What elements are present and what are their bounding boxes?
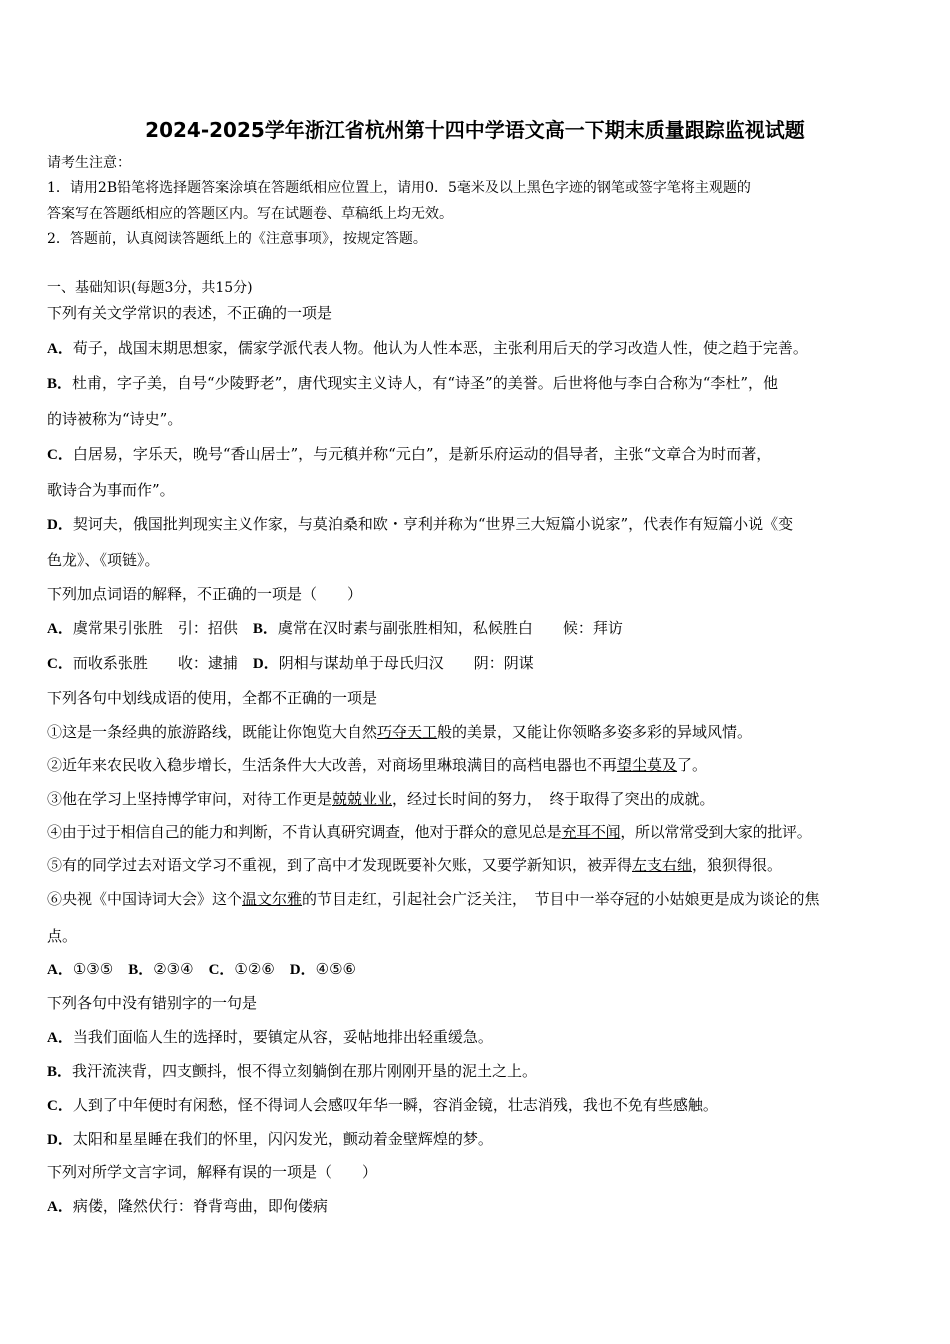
question-3-stem: 下列各句中划线成语的使用，全都不正确的一项是 (47, 689, 378, 707)
underlined-idiom: 望尘莫及 (617, 756, 678, 774)
page-title: 2024-2025学年浙江省杭州第十四中学语文高一下期末质量跟踪监视试题 (145, 118, 805, 142)
option-text: 人到了中年便时有闲愁，怪不得词人会感叹年华一瞬，容消金镜，壮志消残，我也不免有些感触。 (72, 1096, 718, 1114)
notice-line-3: 2．答题前，认真阅读答题纸上的《注意事项》，按规定答题。 (47, 231, 427, 247)
option-label: A． (47, 1030, 73, 1046)
question-1-stem: 下列有关文学常识的表述，不正确的一项是 (47, 304, 333, 322)
question-1-option-d (47, 513, 793, 534)
notice-line-2: 答案写在答题纸相应的答题区内。写在试题卷、草稿纸上均无效。 (47, 206, 453, 222)
option-text: 阴相与谋劫单于母氏归汉 阴：阴谋 (278, 654, 534, 672)
question-3-sentence-6-cont: 点。 (47, 927, 78, 945)
underlined-idiom: 左支右绌 (632, 856, 693, 874)
sentence-text: 的节目走红，引起社会广泛关注， 节目中一举夺冠的小姑娘更是成为谈论的焦 (302, 890, 820, 908)
option-label: B． (252, 621, 278, 637)
underlined-idiom: 巧夺天工 (377, 723, 438, 741)
notice-line-1: 1．请用2B铅笔将选择题答案涂填在答题纸相应位置上，请用0．5毫米及以上黑色字迹的钢笔或签字笔将主观题的 (47, 180, 751, 196)
sentence-text: ③他在学习上坚持博学审问，对待工作更是 (47, 790, 333, 808)
option-text: 杜甫，字子美，自号“少陵野老”，唐代现实主义诗人，有“诗圣”的美誉。后世将他与李白合称为“李杜”，他 (72, 374, 779, 392)
option-label: A． (47, 962, 73, 978)
question-4-option-d (47, 1128, 493, 1149)
question-3-options (47, 958, 356, 979)
question-3-sentence-2 (47, 754, 707, 775)
question-2-stem: 下列加点词语的解释，不正确的一项是（ ） (47, 585, 363, 603)
question-1-option-b-cont: 的诗被称为“诗史”。 (47, 410, 183, 428)
sentence-text: ，狼狈得很。 (692, 856, 783, 874)
option-label: D． (47, 1132, 73, 1148)
option-text: 虞常果引张胜 引：招供 (72, 619, 238, 637)
option-label: B． (128, 962, 154, 978)
option-text: 我汗流浃背，四支颤抖，恨不得立刻躺倒在那片刚刚开垦的泥土之上。 (72, 1062, 538, 1080)
option-label: C． (47, 656, 73, 672)
option-label: C． (47, 1098, 73, 1114)
option-label: A． (47, 341, 73, 357)
option-text: 太阳和星星睡在我们的怀里，闪闪发光，颤动着金壁辉煌的梦。 (72, 1130, 493, 1148)
option-text: ④⑤⑥ (315, 960, 356, 978)
question-1-option-b (47, 372, 778, 393)
question-1-option-c (47, 443, 771, 464)
option-label: D． (252, 656, 279, 672)
question-5-option-a (47, 1195, 328, 1216)
option-text: 荀子，战国末期思想家，儒家学派代表人物。他认为人性本恶，主张利用后天的学习改造人性，使之趋于完善。 (72, 339, 808, 357)
question-4-option-a (47, 1026, 493, 1047)
question-4-option-c (47, 1094, 718, 1115)
question-3-sentence-5 (47, 854, 782, 875)
option-text: ①③⑤ (72, 960, 114, 978)
underlined-idiom: 兢兢业业 (332, 790, 393, 808)
option-label: D． (47, 517, 73, 533)
option-label: D． (289, 962, 316, 978)
option-text: 当我们面临人生的选择时，要镇定从容，妥帖地排出轻重缓急。 (72, 1028, 493, 1046)
sentence-text: ⑥央视《中国诗词大会》这个 (47, 890, 243, 908)
sentence-text: ⑤有的同学过去对语文学习不重视，到了高中才发现既要补欠账，又要学新知识，被弄得 (47, 856, 633, 874)
question-2-options-cd (47, 652, 534, 673)
question-5-stem: 下列对所学文言字词，解释有误的一项是（ ） (47, 1163, 378, 1181)
option-text: ②③④ (153, 960, 194, 978)
question-1-option-c-cont: 歌诗合为事而作”。 (47, 481, 175, 499)
option-text: 病偻，隆然伏行：脊背弯曲，即佝偻病 (72, 1197, 328, 1215)
option-label: C． (47, 447, 73, 463)
option-text: 白居易，字乐天，晚号“香山居士”，与元稹并称“元白”，是新乐府运动的倡导者，主张“文章合为时而著， (72, 445, 772, 463)
question-3-sentence-3 (47, 788, 715, 809)
question-3-sentence-1 (47, 721, 752, 742)
option-text: 虞常在汉时素与副张胜相知，私候胜白 候：拜访 (277, 619, 623, 637)
option-text: ①②⑥ (234, 960, 275, 978)
option-text: 而收系张胜 收：逮捕 (72, 654, 238, 672)
question-4-option-b (47, 1060, 537, 1081)
section-heading: 一、基础知识(每题3分，共15分) (47, 280, 253, 296)
sentence-text: 了。 (677, 756, 708, 774)
question-1-option-a (47, 337, 808, 358)
option-label: A． (47, 621, 73, 637)
question-1-option-d-cont: 色龙》、《项链》。 (47, 551, 160, 569)
question-2-options-ab (47, 617, 623, 638)
sentence-text: ，经过长时间的努力， 终于取得了突出的成就。 (392, 790, 715, 808)
underlined-idiom: 温文尔雅 (242, 890, 303, 908)
option-label: C． (208, 962, 235, 978)
notice-heading: 请考生注意： (47, 155, 131, 171)
option-label: A． (47, 1199, 73, 1215)
question-3-sentence-4 (47, 821, 811, 842)
underlined-idiom: 充耳不闻 (561, 823, 621, 841)
option-text: 契诃夫，俄国批判现实主义作家，与莫泊桑和欧・亨利并称为“世界三大短篇小说家”，代表作有短篇小说《变 (72, 515, 794, 533)
option-label: B． (47, 376, 73, 392)
question-3-sentence-6 (47, 888, 820, 909)
question-4-stem: 下列各句中没有错别字的一句是 (47, 994, 258, 1012)
sentence-text: 般的美景，又能让你领略多姿多彩的异域风情。 (437, 723, 753, 741)
sentence-text: ②近年来农民收入稳步增长，生活条件大大改善，对商场里琳琅满目的高档电器也不再 (47, 756, 618, 774)
sentence-text: ，所以常常受到大家的批评。 (620, 823, 812, 841)
option-label: B． (47, 1064, 73, 1080)
sentence-text: ④由于过于相信自己的能力和判断，不肯认真研究调查，他对于群众的意见总是 (47, 823, 562, 841)
sentence-text: ①这是一条经典的旅游路线，既能让你饱览大自然 (47, 723, 378, 741)
